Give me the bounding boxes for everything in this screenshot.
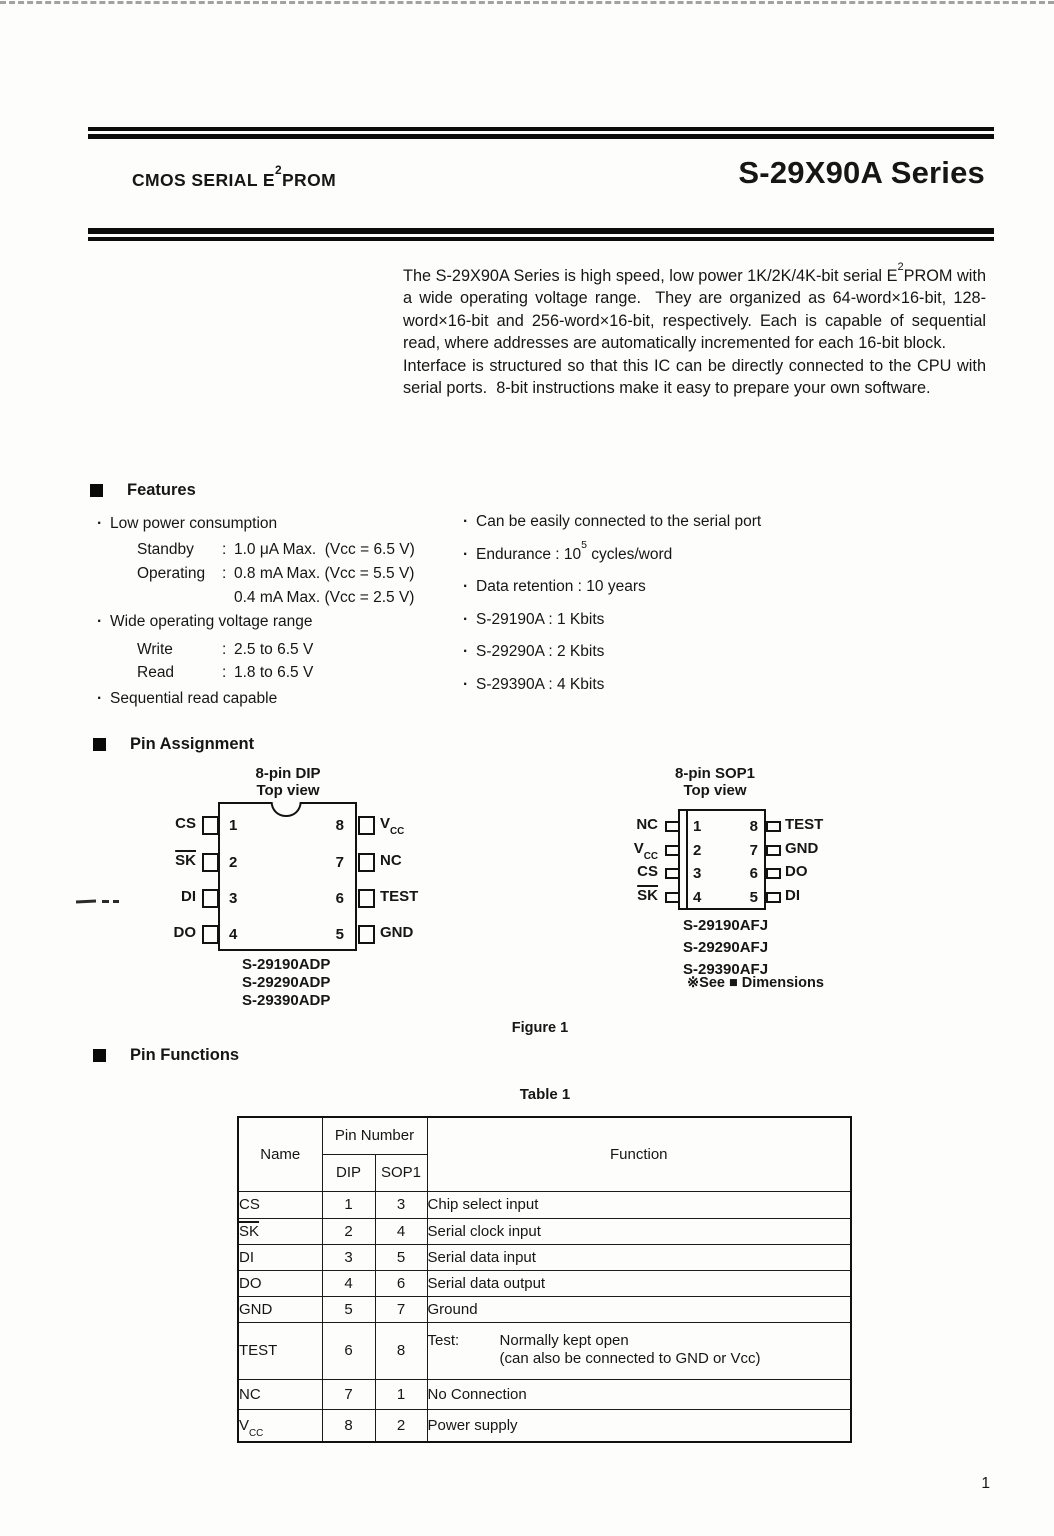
table-row: $\overline{SK}$ 2 4 Serial clock input — [238, 1218, 851, 1244]
section-square-icon — [90, 484, 103, 497]
sop-title: 8-pin SOP1 Top view — [674, 765, 756, 799]
dip-pin-number: 6 — [335, 890, 344, 907]
feature-item: · Wide operating voltage range — [97, 613, 313, 631]
sop-pin-number: 6 — [749, 865, 758, 882]
feature-item: · Endurance : $10^5$ cycles/word — [463, 546, 863, 564]
sop-part-numbers: S-29190AFJ S-29290AFJ S-29390AFJ — [683, 917, 769, 978]
sop-pin-lead — [766, 868, 781, 879]
document-subtitle: CMOS SERIAL $E^2PROM$ — [132, 162, 337, 190]
table-row: CS 1 3 Chip select input — [238, 1191, 851, 1218]
figure-caption: Figure 1 — [511, 1020, 569, 1036]
dip-pin-label: GND — [380, 924, 414, 941]
table-caption: Table 1 — [519, 1086, 571, 1103]
dip-pin-number: 5 — [335, 926, 344, 943]
feature-item: · Can be easily connected to the serial port — [463, 513, 863, 531]
dip-pin-lead — [202, 816, 219, 835]
table-header-row — [238, 1117, 851, 1154]
sop-pin-label: DO — [785, 863, 808, 880]
dip-title: 8-pin DIP Top view — [255, 765, 321, 799]
dip-pin-number: 2 — [229, 854, 238, 871]
sop-pin-label: CS — [637, 863, 658, 880]
pin-assignment-heading — [93, 735, 254, 754]
sop-pin-lead — [665, 845, 680, 856]
document-title: S-29X90A Series — [738, 155, 985, 190]
voltage-range-detail: Write : 2.5 to 6.5 V Read : 1.8 to 6.5 V — [137, 641, 314, 681]
features-heading — [90, 481, 196, 500]
table-row: DI 3 5 Serial data input — [238, 1244, 851, 1270]
table-row: DO 4 6 Serial data output — [238, 1270, 851, 1296]
dip-pin-label: DO — [173, 924, 196, 941]
dip-pin-lead — [202, 925, 219, 944]
dip-pin-lead — [358, 889, 375, 908]
sop-pin-number: 5 — [749, 889, 758, 906]
sop-pin-label: GND — [785, 840, 819, 857]
pin-functions-heading-label: Pin Functions — [130, 1046, 240, 1064]
section-square-icon — [93, 1049, 106, 1062]
dip-pin-label: NC — [380, 852, 402, 869]
dip-pin-lead — [202, 853, 219, 872]
dip-notch — [270, 802, 301, 817]
pin-functions-heading — [93, 1046, 239, 1065]
sop-pin-lead — [766, 821, 781, 832]
sop-pin-number: 3 — [693, 865, 702, 882]
features-right-column — [463, 513, 863, 708]
dip-pin-label: $V_{CC}$ — [380, 815, 405, 838]
sop-pin-lead — [665, 892, 680, 903]
section-square-icon — [93, 738, 106, 751]
dip-pin-label: CS — [175, 815, 196, 832]
sop-dimensions-note: ※See ■ Dimensions — [687, 975, 824, 991]
feature-item: · Sequential read capable — [97, 690, 277, 708]
power-consumption-detail: Standby : 1.0 μA Max. (Vcc = 6.5 V) Operating : 0.8 mA Max. (Vcc = 5.5 V) 0.4 mA Max. (Vcc = 2.5 V) — [137, 541, 415, 606]
pin-assignment-heading-label: Pin Assignment — [130, 735, 255, 753]
col-header-pin-number: Pin Number — [322, 1117, 427, 1154]
sop-pin-label: TEST — [785, 816, 824, 833]
pin-functions-table — [237, 1116, 852, 1443]
sop-pin-number: 2 — [693, 842, 702, 859]
feature-item: · Low power consumption — [97, 515, 277, 533]
dip-pin-number: 4 — [229, 926, 238, 943]
dip-pin-label: DI — [181, 888, 196, 905]
dip-pin-diagram — [130, 765, 440, 1015]
feature-item: · S-29190A : 1 Kbits — [463, 611, 863, 629]
dip-package-outline — [218, 802, 357, 951]
header-top-rule — [88, 127, 994, 139]
intro-paragraph-2: Interface is structured so that this IC can be directly connected to the CPU with serial ports. 8-bit instructions make it easy to prepare your own software. — [403, 356, 986, 398]
sop-pin-label: DI — [785, 887, 800, 904]
sop-pin-label: NC — [636, 816, 658, 833]
sop-pin-number: 8 — [749, 818, 758, 835]
sop-pin-diagram — [600, 765, 860, 1000]
scan-artifact-left-dash — [76, 899, 120, 903]
sop-pin-lead — [766, 892, 781, 903]
col-header-function: Function — [427, 1117, 851, 1191]
intro-paragraphs — [403, 260, 986, 399]
dip-pin-label: TEST — [380, 888, 419, 905]
dip-pin-number: 8 — [335, 817, 344, 834]
sop-pin-number: 4 — [693, 889, 702, 906]
dip-pin-number: 7 — [335, 854, 344, 871]
sop-pin-lead — [766, 845, 781, 856]
header-bottom-rule — [88, 228, 994, 241]
col-header-name: Name — [238, 1117, 322, 1191]
table-row: $V_{CC}$ 8 2 Power supply — [238, 1409, 851, 1442]
dip-pin-number: 3 — [229, 890, 238, 907]
scan-artifact-top-dashes — [0, 1, 1054, 4]
sop-pin-lead — [665, 868, 680, 879]
sop-pin-number: 1 — [693, 818, 702, 835]
table-row: TEST 6 8 Test: Normally kept open (can also be connected to GND or Vcc) — [238, 1322, 851, 1379]
dip-pin-lead — [358, 925, 375, 944]
dip-pin-lead — [358, 816, 375, 835]
features-heading-label: Features — [127, 481, 196, 499]
page-number: 1 — [981, 1475, 990, 1492]
table-row: GND 5 7 Ground — [238, 1296, 851, 1322]
test-function-cell: Test: Normally kept open (can also be connected to GND or Vcc) — [427, 1322, 851, 1379]
dip-pin-number: 1 — [229, 817, 238, 834]
sop-pin1-side-line — [686, 811, 688, 908]
dip-part-numbers: S-29190ADP S-29290ADP S-29390ADP — [242, 956, 331, 1009]
sop-pin-lead — [665, 821, 680, 832]
sop-pin-number: 7 — [749, 842, 758, 859]
feature-item: · S-29390A : 4 Kbits — [463, 676, 863, 694]
intro-paragraph-1: The S-29X90A Series is high speed, low power 1K/2K/4K-bit serial $E^2PROM$ with a wide operating voltage range. They are organized as 64-word×16-bit, 128-word×16-bit and 256-word×16-bit, respectively. Each is capable of sequential read, where addresses are automatically incremented for each 16-bit block. — [403, 260, 986, 353]
feature-item: · S-29290A : 2 Kbits — [463, 643, 863, 661]
col-header-sop1: SOP1 — [375, 1154, 427, 1191]
sop-package-outline — [678, 809, 766, 910]
col-header-dip: DIP — [322, 1154, 375, 1191]
dip-pin-lead — [358, 853, 375, 872]
dip-pin-label: $\overline{SK}$ — [175, 852, 196, 869]
sop-pin-label: $V_{CC}$ — [633, 840, 658, 863]
sop-pin-label: $\overline{SK}$ — [637, 887, 658, 904]
dip-pin-lead — [202, 889, 219, 908]
feature-item: · Data retention : 10 years — [463, 578, 863, 596]
table-row: NC 7 1 No Connection — [238, 1379, 851, 1409]
